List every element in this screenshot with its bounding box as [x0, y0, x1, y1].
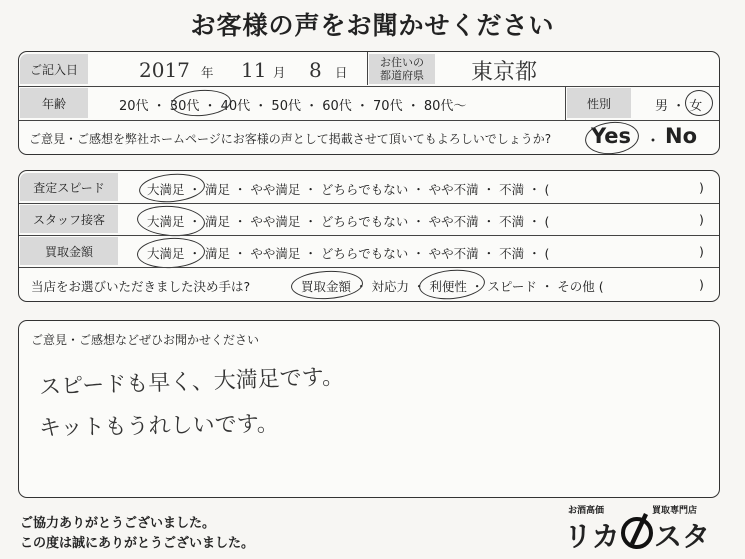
page-title: お客様の声をお聞かせください: [190, 11, 555, 40]
date-year-unit: 年: [201, 65, 214, 80]
row-divider: [19, 203, 719, 204]
rating-selected-circle-speed: [138, 171, 206, 205]
comments-line-1[interactable]: スピードも早く、大満足です。: [38, 364, 345, 401]
decision-close: ): [699, 277, 704, 292]
consent-question: ご意見・ご感想を弊社ホームページにお客様の声として掲載させて頂いてもよろしいでしょうか?: [29, 132, 552, 146]
divider: [367, 52, 368, 85]
age-options[interactable]: 20代 ・ 30代 ・ 40代 ・ 50代 ・ 60代 ・ 70代 ・ 80代〜: [119, 99, 467, 114]
decision-question: 当店をお選びいただきました決め手は?: [31, 279, 251, 294]
comments-box: [18, 320, 720, 498]
rating-label-price: 買取金額: [20, 237, 118, 265]
decision-options[interactable]: 買取金額 ・ 対応力 ・ 利便性 ・ スピード ・ その他 (: [301, 279, 604, 294]
logo-small-left: お酒高価: [568, 506, 605, 516]
date-month-unit: 月: [273, 65, 286, 80]
rating-close-staff: ): [699, 212, 704, 227]
logo-main-right: スタ: [654, 520, 711, 553]
footer-thanks-1: ご協力ありがとうございました。: [20, 516, 216, 531]
footer-thanks-2: この度は誠にありがとうございました。: [20, 536, 255, 551]
date-day[interactable]: 8: [309, 58, 322, 82]
comments-prompt: ご意見・ご感想などぜひお聞かせください: [31, 333, 260, 347]
consent-yes[interactable]: Yes: [591, 124, 632, 148]
rating-selected-circle-price: [136, 236, 205, 270]
date-month[interactable]: 11: [241, 58, 267, 82]
gender-label: 性別: [567, 88, 631, 118]
header-box: [18, 51, 720, 155]
residence-label-line1: お住いの: [380, 56, 424, 69]
rating-options-speed[interactable]: 大満足 ・ 満足 ・ やや満足 ・ どちらでもない ・ やや不満 ・ 不満 ・ (: [147, 182, 550, 197]
brand-logo: [556, 503, 716, 555]
rating-close-speed: ): [699, 180, 704, 195]
consent-no[interactable]: No: [665, 124, 698, 148]
comments-line-2[interactable]: キットもうれしいです。: [38, 411, 280, 442]
rating-options-price[interactable]: 大満足 ・ 満足 ・ やや満足 ・ どちらでもない ・ やや不満 ・ 不満 ・ (: [147, 246, 550, 261]
rating-selected-circle-staff: [136, 204, 206, 239]
rating-label-speed: 査定スピード: [20, 173, 118, 201]
logo-main-left: リカ: [564, 520, 620, 553]
date-year[interactable]: 2017: [139, 58, 190, 82]
rating-close-price: ): [699, 244, 704, 259]
logo-small-right: 買取専門店: [652, 506, 698, 516]
age-label: 年齢: [20, 88, 88, 118]
decision-selected-circle-convenience: [418, 267, 486, 302]
residence-label-line2: 都道府県: [380, 69, 424, 82]
row-divider: [19, 267, 719, 268]
residence-value[interactable]: 東京都: [471, 60, 538, 85]
divider: [565, 87, 566, 121]
gender-selected-circle: [685, 90, 713, 116]
date-label: ご記入日: [20, 54, 88, 84]
date-day-unit: 日: [335, 65, 348, 80]
rating-label-staff: スタッフ接客: [20, 205, 118, 233]
residence-label: [369, 54, 435, 84]
consent-dot: ・: [645, 131, 662, 150]
gender-options[interactable]: 男 ・ 女: [655, 99, 703, 114]
decision-selected-circle-price: [290, 269, 363, 301]
row-divider: [19, 86, 719, 87]
bottle-icon: [620, 511, 654, 551]
rating-options-staff[interactable]: 大満足 ・ 満足 ・ やや満足 ・ どちらでもない ・ やや不満 ・ 不満 ・ (: [147, 214, 550, 229]
ratings-box: [18, 170, 720, 302]
row-divider: [19, 235, 719, 236]
